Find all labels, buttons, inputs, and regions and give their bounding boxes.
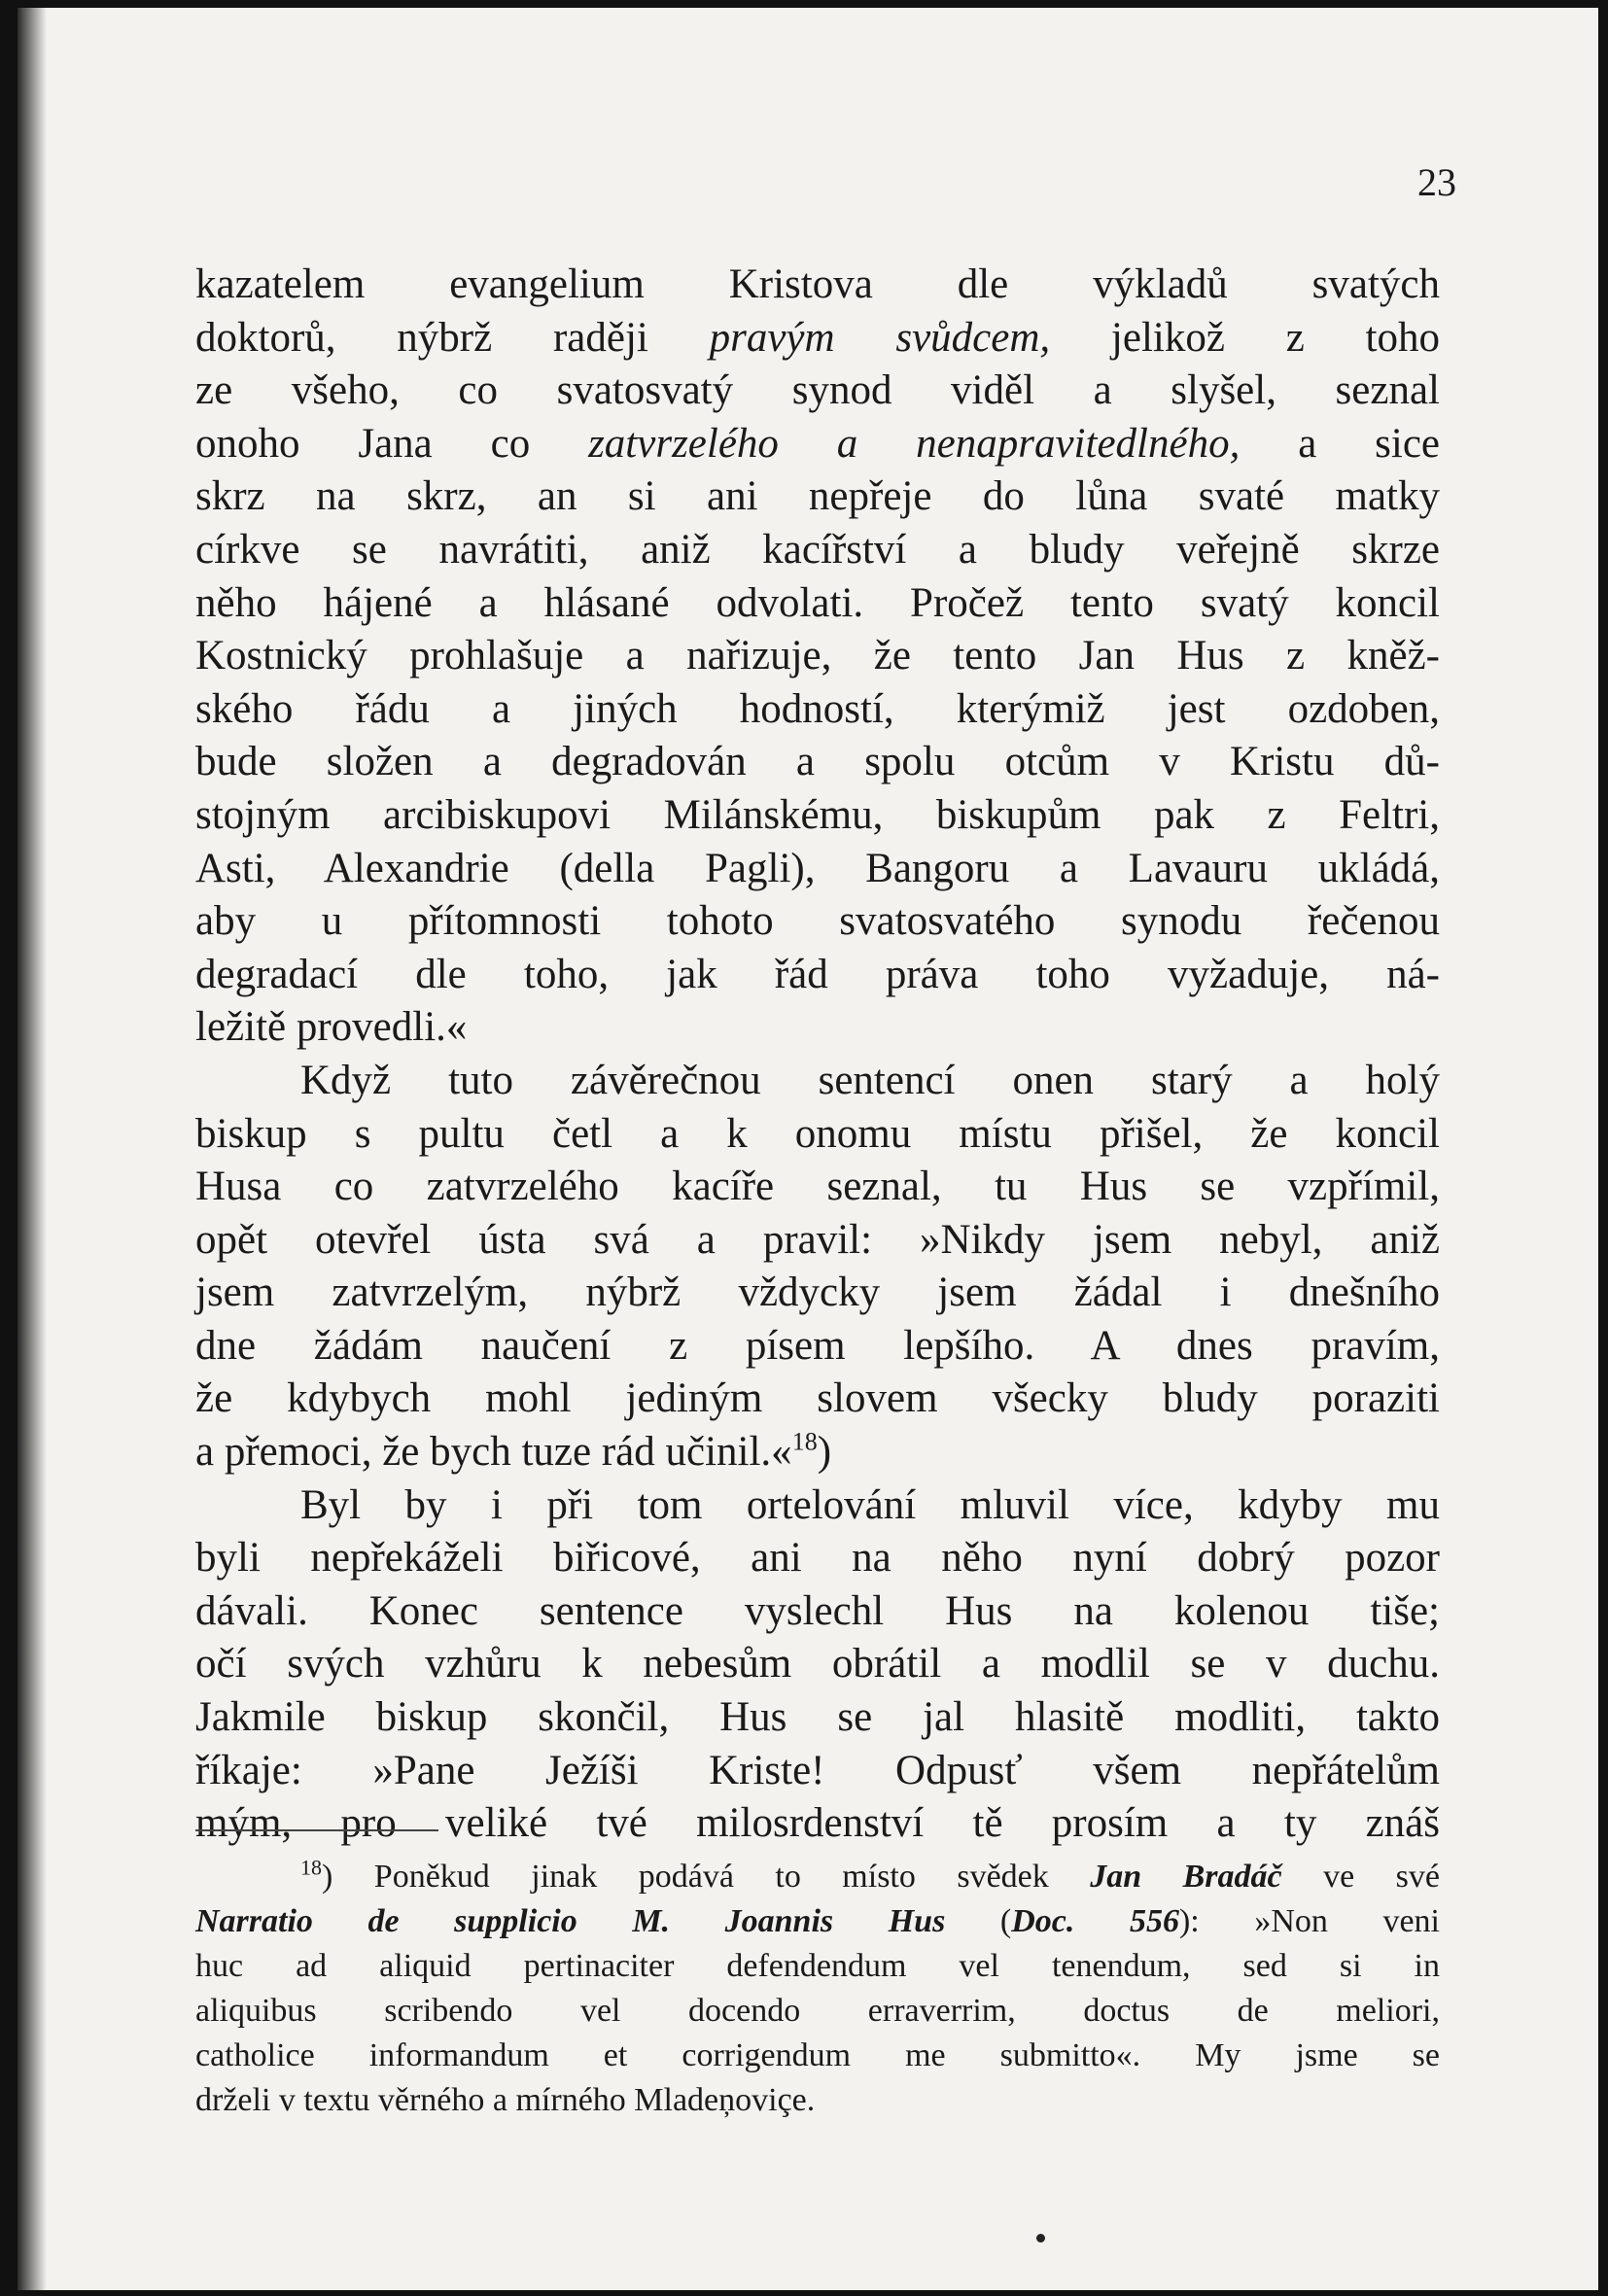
text-run: Kostnický prohlašuje a nařizuje, že tento Jan Hus z kněž- [195, 633, 1440, 679]
text-line [195, 1532, 1440, 1585]
text-run: ve své [1281, 1859, 1440, 1895]
text-run: catholice informandum et corrigendum me submitto«. My jsme se [195, 2037, 1440, 2073]
text-run: že kdybych mohl jediným slovem všecky bludy poraziti [195, 1375, 1440, 1422]
text-line [195, 789, 1440, 843]
text-run: Husa co zatvrzelého kacíře seznal, tu Hus se vzpřímil, [195, 1164, 1440, 1210]
text-line [195, 365, 1440, 418]
text-run: drželi v textu věrného a mírného Mladeņoviçe. [195, 2082, 816, 2118]
text-line [195, 312, 1440, 365]
italic-run: Doc. 556 [1011, 1903, 1179, 1939]
text-line [195, 895, 1440, 949]
text-run: bude složen a degradován a spolu otcům v Kristu dů- [195, 739, 1440, 785]
text-run: ) Poněkud jinak podává to místo svědek [322, 1859, 1091, 1895]
text-line [195, 683, 1440, 737]
text-line [195, 1055, 1440, 1108]
text-run: dávali. Konec sentence vyslechl Hus na kolenou tiše; [195, 1587, 1440, 1634]
text-run: ) [817, 1429, 832, 1476]
footnote-reference: 18 [791, 1427, 818, 1456]
text-line [195, 577, 1440, 631]
text-run: Byl by i při tom ortelování mluvil více, kdyby mu [300, 1481, 1440, 1528]
text-run: ze všeho, co svatosvatý synod viděl a slyšel, seznal [195, 367, 1440, 414]
text-line [195, 1585, 1440, 1639]
page-number: 23 [1417, 160, 1456, 204]
text-line [195, 1320, 1440, 1374]
text-run: byli nepřekáželi biřicové, ani na něho nyní dobrý pozor [195, 1535, 1440, 1582]
text-run: ): »Non veni [1178, 1903, 1440, 1939]
text-line [195, 1373, 1440, 1426]
body-text [195, 259, 1440, 1851]
text-run: Jakmile biskup skončil, Hus se jal hlasitě modliti, takto [195, 1694, 1440, 1741]
italic-run: Narratio de supplicio M. Joannis Hus [195, 1903, 946, 1939]
book-page [17, 8, 1598, 2290]
italic-run: zatvrzelého a nenapravitedlného, [588, 420, 1241, 467]
text-line [195, 1479, 1440, 1533]
text-run: očí svých vzhůru k nebesům obrátil a modlil se v duchu. [195, 1641, 1440, 1687]
text-run: skrz na skrz, an si ani nepřeje do lůna svaté matky [195, 473, 1440, 520]
text-run: doktorů, nýbrž raději [195, 314, 710, 361]
text-line [195, 1426, 1440, 1479]
text-run: aliquibus scribendo vel docendo erraverrim, doctus de meliori, [195, 1993, 1440, 2029]
print-speck [1036, 2234, 1045, 2243]
text-line [195, 1214, 1440, 1268]
text-run: huc ad aliquid pertinaciter defendendum vel tenendum, sed si in [195, 1948, 1440, 1984]
footnote-line [195, 2034, 1440, 2078]
text-line [195, 1108, 1440, 1162]
footnote [195, 1855, 1440, 2123]
text-run: jelikož z toho [1050, 314, 1440, 361]
text-run: dne žádám naučení z písem lepšího. A dnes pravím, [195, 1322, 1440, 1369]
text-line [195, 418, 1440, 471]
text-line [195, 630, 1440, 683]
footnote-line [195, 1944, 1440, 1989]
text-line [195, 1267, 1440, 1320]
text-run: ského řádu a jiných hodností, kterýmiž jest ozdoben, [195, 685, 1440, 732]
text-line [195, 1797, 1440, 1851]
text-run: jsem zatvrzelým, nýbrž vždycky jsem žádal i dnešního [195, 1270, 1440, 1316]
text-run: mým, pro veliké tvé milosrdenství tě prosím a ty znáš [195, 1800, 1440, 1847]
footnote-line [195, 1899, 1440, 1944]
italic-run: pravým svůdcem, [709, 314, 1051, 361]
footnote-marker: 18 [300, 1855, 322, 1880]
text-line [195, 1638, 1440, 1691]
text-line [195, 1745, 1440, 1798]
text-line [195, 843, 1440, 896]
text-run: říkaje: »Pane Ježíši Kriste! Odpusť všem nepřátelům [195, 1747, 1440, 1793]
text-line [195, 524, 1440, 577]
text-line [195, 470, 1440, 524]
text-run: kazatelem evangelium Kristova dle výkladů svatých [195, 261, 1440, 307]
text-run: církve se navrátiti, aniž kacířství a bludy veřejně skrze [195, 526, 1440, 573]
italic-run: Jan Bradáč [1090, 1859, 1282, 1895]
footnote-line [195, 1855, 1440, 1899]
text-line [195, 1001, 1440, 1055]
text-line [195, 1691, 1440, 1745]
text-run: Asti, Alexandrie (della Pagli), Bangoru a Lavauru ukládá, [195, 845, 1440, 891]
text-run: Když tuto závěrečnou sentencí onen starý a holý [300, 1057, 1440, 1103]
text-run: a sice [1240, 420, 1440, 467]
text-run: aby u přítomnosti tohoto svatosvatého synodu řečenou [195, 898, 1440, 945]
footnote-line [195, 2078, 1440, 2123]
text-run: ležitě provedli.« [195, 1004, 468, 1051]
text-run: opět otevřel ústa svá a pravil: »Nikdy jsem nebyl, aniž [195, 1216, 1440, 1263]
footnote-separator [195, 1829, 438, 1831]
text-line [195, 949, 1440, 1002]
text-run: degradací dle toho, jak řád práva toho vyžaduje, ná- [195, 951, 1440, 997]
text-run: stojným arcibiskupovi Milánskému, biskupům pak z Feltri, [195, 791, 1440, 838]
text-run: ( [945, 1903, 1012, 1939]
text-line [195, 259, 1440, 312]
text-run: biskup s pultu četl a k onomu místu přišel, že koncil [195, 1110, 1440, 1157]
text-run: onoho Jana co [195, 420, 589, 467]
text-line [195, 736, 1440, 789]
text-run: a přemoci, že bych tuze rád učinil.« [195, 1429, 792, 1476]
text-line [195, 1161, 1440, 1214]
footnote-line [195, 1989, 1440, 2034]
page-gutter-shadow [17, 8, 47, 2290]
text-run: něho hájené a hlásané odvolati. Pročež tento svatý koncil [195, 579, 1440, 626]
